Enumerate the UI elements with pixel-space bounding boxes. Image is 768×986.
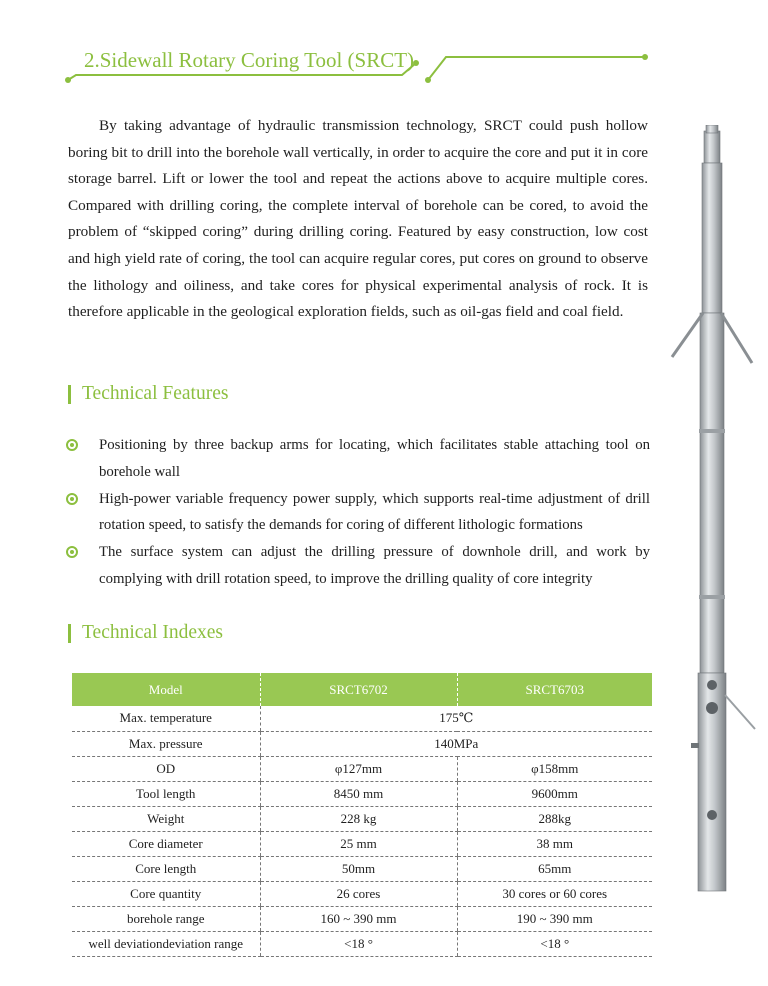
shared-value: 140MPa — [260, 731, 652, 756]
row-label: Core diameter — [72, 831, 260, 856]
feature-text: Positioning by three backup arms for locating, which facilitates stable attaching tool on borehole wall — [99, 437, 650, 480]
srct6703-value: 190 ~ 390 mm — [457, 907, 652, 932]
row-label: Max. pressure — [72, 731, 260, 756]
row-label: OD — [72, 756, 260, 781]
srct6703-value: 9600mm — [457, 781, 652, 806]
coring-tool-image — [662, 125, 762, 895]
srct6702-value: <18 ° — [260, 932, 457, 957]
srct6703-value: 65mm — [457, 857, 652, 882]
srct6703-value: 30 cores or 60 cores — [457, 882, 652, 907]
feature-item — [66, 539, 650, 592]
circle-bullet-icon — [66, 439, 78, 451]
feature-text: The surface system can adjust the drilling pressure of downhole drill, and work by complying with drill rotation speed, to improve the drilling quality of core integrity — [99, 544, 650, 587]
srct6703-value: φ158mm — [457, 756, 652, 781]
srct6702-value: 26 cores — [260, 882, 457, 907]
feature-text: High-power variable frequency power supply, which supports real-time adjustment of drill rotation speed, to satisfy the demands for coring of different lithologic formations — [99, 490, 650, 533]
table-row — [72, 831, 652, 856]
table-row — [72, 806, 652, 831]
srct6702-value: 50mm — [260, 857, 457, 882]
table-row — [72, 857, 652, 882]
feature-item — [66, 486, 650, 539]
table-row — [72, 706, 652, 731]
srct6702-value: φ127mm — [260, 756, 457, 781]
technical-indexes-heading: Technical Indexes — [68, 621, 223, 645]
srct6702-value: 160 ~ 390 mm — [260, 907, 457, 932]
table-row — [72, 781, 652, 806]
table-row — [72, 731, 652, 756]
circle-bullet-icon — [66, 546, 78, 558]
table-row — [72, 756, 652, 781]
srct6703-value: 288kg — [457, 806, 652, 831]
circle-bullet-icon — [66, 493, 78, 505]
intro-paragraph: By taking advantage of hydraulic transmission technology, SRCT could push hollow boring bit to drill into the borehole wall vertically, in order to acquire the core and put it in core storage barrel. Lift or lower the tool and repeat the actions above to acquire multiple cores. Compared with drilling coring, the complete interval of borehole can be cored, to avoid the problem of “skipped coring” during drilling coring. Featured by easy construction, low cost and high yield rate of coring, the tool can acquire regular cores, put cores on ground to observe the lithology and oiliness, and take cores for physical experimental analysis of rock. It is therefore applicable in the geological exploration fields, such as oil-gas field and coal field. — [68, 117, 648, 321]
row-label: Max. temperature — [72, 706, 260, 731]
header-srct6703: SRCT6703 — [457, 673, 652, 706]
table-row — [72, 932, 652, 957]
srct6703-value: <18 ° — [457, 932, 652, 957]
srct6702-value: 8450 mm — [260, 781, 457, 806]
row-label: Core length — [72, 857, 260, 882]
row-label: borehole range — [72, 907, 260, 932]
row-label: well deviationdeviation range — [72, 932, 260, 957]
row-label: Core quantity — [72, 882, 260, 907]
shared-value: 175℃ — [260, 706, 652, 731]
srct6702-value: 25 mm — [260, 831, 457, 856]
header-srct6702: SRCT6702 — [260, 673, 457, 706]
table-row — [72, 882, 652, 907]
row-label: Tool length — [72, 781, 260, 806]
row-label: Weight — [72, 806, 260, 831]
page-title: 2.Sidewall Rotary Coring Tool (SRCT) — [84, 48, 415, 72]
srct6702-value: 228 kg — [260, 806, 457, 831]
feature-item — [66, 432, 650, 485]
srct6703-value: 38 mm — [457, 831, 652, 856]
technical-features-heading: Technical Features — [68, 382, 228, 406]
specifications-table — [72, 673, 652, 957]
header-model: Model — [72, 673, 260, 706]
table-header-row — [72, 673, 652, 706]
features-list — [66, 432, 650, 593]
table-row — [72, 907, 652, 932]
